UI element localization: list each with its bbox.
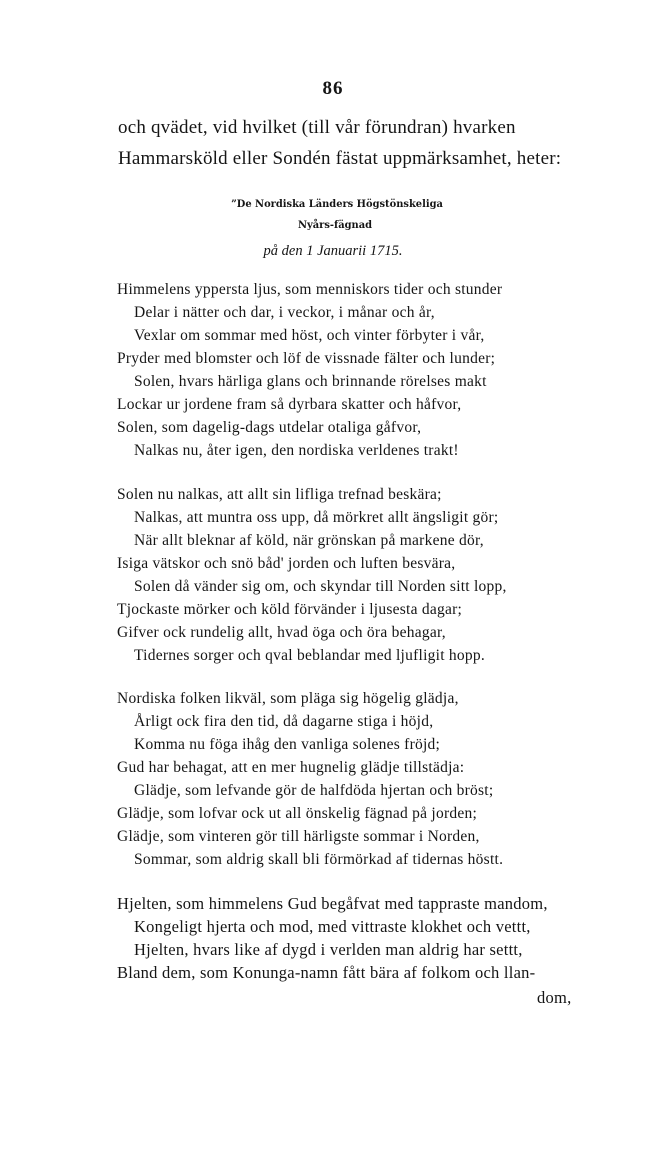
verse-line: Kongeligt hjerta och mod, med vittraste klokhet och vettt,: [134, 917, 531, 936]
verse-line: Solen då vänder sig om, och skyndar till Norden sitt lopp,: [134, 578, 507, 595]
intro-line-1: och qvädet, vid hvilket (till vår förundran) hvarken: [118, 117, 516, 138]
verse-line: Sommar, som aldrig skall bli förmörkad af tidernas höstt.: [134, 851, 504, 868]
verse-line: Glädje, som vinteren gör till härligste sommar i Norden,: [117, 828, 480, 845]
verse-line: Delar i nätter och dar, i veckor, i månar och år,: [134, 304, 435, 321]
verse-line: Glädje, som lefvande gör de halfdöda hjertan och bröst;: [134, 782, 494, 799]
verse-line: Hjelten, som himmelens Gud begåfvat med tappraste mandom,: [117, 894, 548, 913]
verse-line: Glädje, som lofvar ock ut all önskelig fägnad på jorden;: [117, 805, 478, 822]
verse-line: Himmelens ypperstа ljus, som menniskors tider och stunder: [117, 281, 503, 298]
verse-line: Gifver ock rundelig allt, hvad öga och öra behagar,: [117, 624, 446, 641]
verse-line: Solen nu nalkas, att allt sin lifliga trefnad beskära;: [117, 486, 442, 503]
verse-line: Årligt ock fira den tid, då dagarne stiga i höjd,: [134, 713, 434, 730]
verse-line: När allt bleknar af köld, när grönskan på markene dör,: [134, 532, 484, 549]
poem-title-line-2: Nyårs-fägnad: [297, 220, 373, 231]
intro-line-2: Hammarsköld eller Sondén fästat uppmärksamhet, heter:: [118, 148, 562, 169]
verse-line: Solen, hvars härliga glans och brinnande rörelses makt: [134, 373, 487, 390]
verse-line: Gud har behagat, att en mer hugnelig glädje tillstädja:: [117, 759, 465, 776]
verse-line: Bland dem, som Konunga-namn fått bära af folkom och llan-: [117, 963, 536, 982]
poem-date: på den 1 Januarii 1715.: [263, 243, 403, 259]
verse-line: Nalkas, att muntra oss upp, då mörkret allt ängsligit gör;: [134, 509, 499, 526]
verse-line: Hjelten, hvars like af dygd i verlden man aldrig har settt,: [134, 940, 523, 959]
verse-line: Tidernes sorger och qval beblandar med ljufligit hopp.: [134, 647, 485, 664]
verse-line: Isiga vätskor och snö båd' jorden och luften besvära,: [117, 555, 456, 572]
verse-line: Lockar ur jordene fram så dyrbara skatter och håfvor,: [117, 396, 462, 413]
verse-line-continuation: dom,: [537, 988, 572, 1007]
page-number: 86: [322, 78, 344, 99]
verse-line: Nalkas nu, åter igen, den nordiska verldenes trakt!: [134, 442, 459, 459]
verse-line: Solen, som dagelig-dags utdelar otaliga gåfvor,: [117, 419, 422, 436]
verse-line: Nordiska folken likväl, som pläga sig högelig glädja,: [117, 690, 459, 707]
verse-line: Pryder med blomster och löf de vissnade fälter och lunder;: [117, 350, 496, 367]
poem-title-line-1: ”De Nordiska Länders Högstönskeliga: [231, 199, 443, 210]
verse-line: Vexlar om sommar med höst, och vinter förbyter i vår,: [134, 327, 485, 344]
verse-line: Tjockaste mörker och köld förvänder i ljusesta dagar;: [117, 601, 463, 618]
verse-line: Komma nu föga ihåg den vanliga solenes fröjd;: [134, 736, 441, 753]
